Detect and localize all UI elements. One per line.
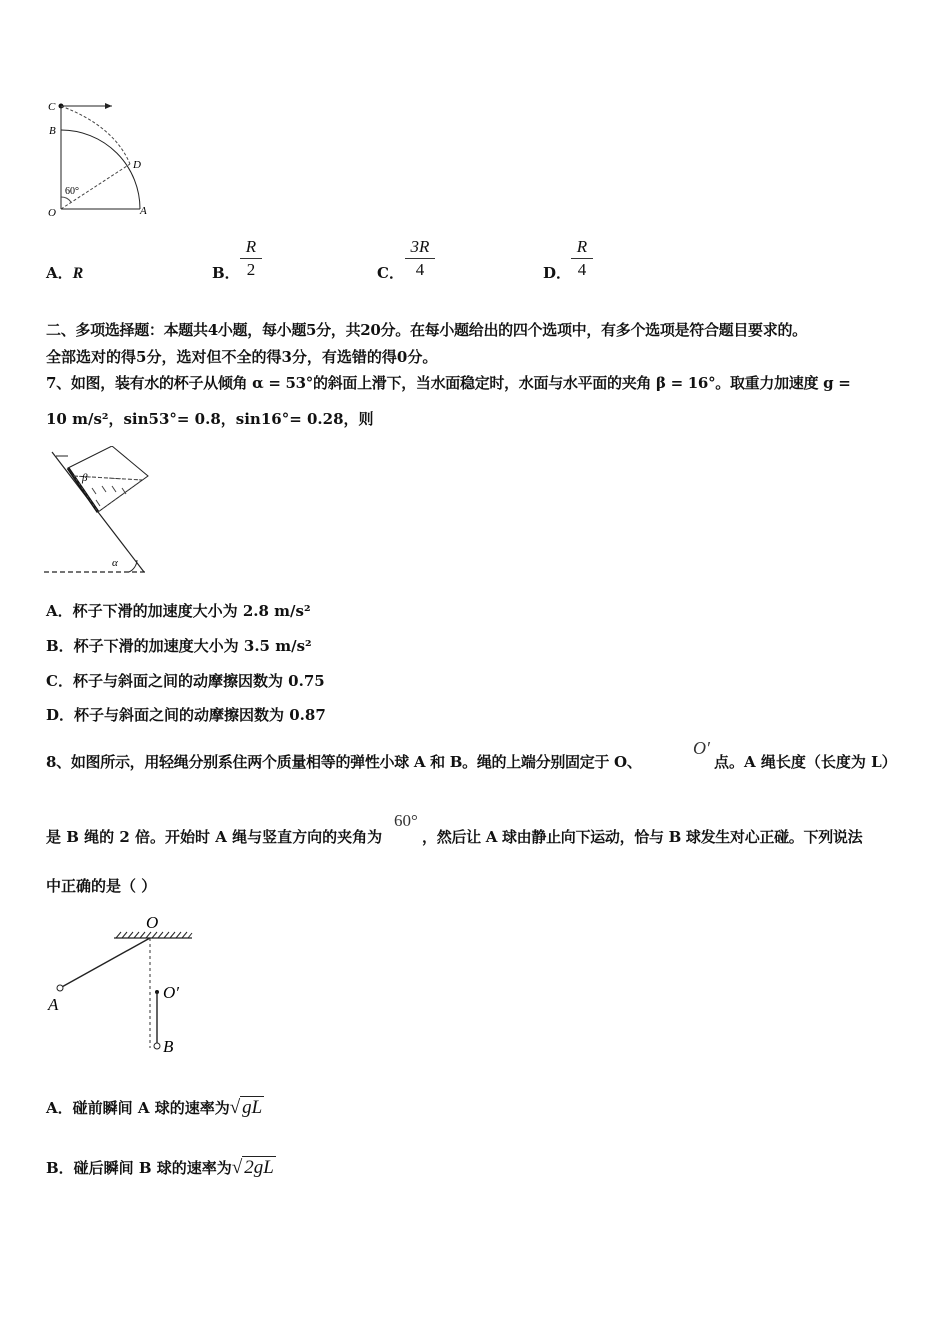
- section2-heading-line2: 全部选对的得5分，选对但不全的得3分，有选错的得0分。: [46, 348, 438, 366]
- radicand: gL: [242, 1097, 263, 1118]
- label-a: A: [140, 205, 147, 217]
- q6-option-d-letter: D．: [543, 264, 572, 282]
- q8-stem-line3: 中正确的是（ ）: [46, 877, 157, 895]
- option-value: R: [72, 265, 84, 282]
- label-angle: 60°: [65, 186, 79, 197]
- q8-math-sixty-degrees: 60°: [394, 811, 418, 830]
- q7-option-b: B．杯子下滑的加速度大小为 3.5 m/s²: [46, 637, 312, 655]
- label-b: B: [49, 125, 56, 137]
- label-a: A: [48, 995, 59, 1014]
- q6-option-d-fraction: [571, 237, 593, 280]
- label-o-prime: O′: [163, 983, 179, 1002]
- denominator: 4: [577, 260, 587, 279]
- q8-math-o-prime: O′: [693, 738, 710, 758]
- denominator: 2: [246, 260, 256, 279]
- label-alpha: α: [112, 557, 118, 569]
- q8-option-b-text: B．碰后瞬间 B 球的速率为: [46, 1159, 232, 1177]
- radicand: 2gL: [244, 1157, 274, 1178]
- numerator: 3R: [410, 237, 430, 256]
- q8-stem-line2-part1: 是 B 绳的 2 倍。开始时 A 绳与竖直方向的夹角为: [46, 828, 383, 846]
- section2-heading-line1: 二、多项选择题：本题共4小题，每小题5分，共20分。在每小题给出的四个选项中，有多个选项是符合题目要求的。: [46, 321, 807, 339]
- q7-option-d: D．杯子与斜面之间的动摩擦因数为 0.87: [46, 706, 326, 724]
- label-b: B: [163, 1037, 174, 1056]
- q6-option-a: [46, 262, 83, 283]
- label-o: O: [146, 913, 159, 932]
- q6-option-b-fraction: [240, 237, 262, 280]
- sqrt-g-l: √ gL: [229, 1097, 263, 1118]
- q7-option-a: A．杯子下滑的加速度大小为 2.8 m/s²: [46, 602, 311, 620]
- q8-stem-line1-part1: 8、如图所示，用轻绳分别系住两个质量相等的弹性小球 A 和 B。绳的上端分别固定于 O、: [46, 753, 642, 771]
- q8-option-b: [46, 1157, 276, 1179]
- sqrt-2-g-l: √ 2gL: [231, 1157, 274, 1178]
- label-c: C: [48, 101, 56, 113]
- q7-stem-line2: 10 m/s²，sin53°= 0.8，sin16°= 0.28，则: [46, 410, 374, 428]
- q7-option-c: C．杯子与斜面之间的动摩擦因数为 0.75: [46, 672, 325, 690]
- denominator: 4: [415, 260, 425, 279]
- q8-option-a-text: A．碰前瞬间 A 球的速率为: [46, 1099, 230, 1117]
- label-beta: β: [82, 472, 88, 484]
- numerator: R: [245, 237, 257, 256]
- q6-option-c-letter: C．: [377, 264, 404, 282]
- q7-figure: [44, 446, 156, 576]
- q8-option-a: [46, 1097, 264, 1119]
- q8-figure: [44, 910, 194, 1060]
- q8-stem-line2-part2: ，然后让 A 球由静止向下运动，恰与 B 球发生对心正碰。下列说法: [422, 828, 863, 846]
- label-o: O: [48, 207, 56, 219]
- q7-stem-line1: 7、如图，装有水的杯子从倾角 α = 53°的斜面上滑下，当水面稳定时，水面与水平面的夹角 β = 16°。取重力加速度 g =: [46, 374, 851, 392]
- option-letter: A．: [46, 264, 73, 282]
- label-d: D: [133, 159, 141, 171]
- q8-stem-line1-part2: 点。A 绳长度（长度为 L）: [714, 753, 897, 771]
- numerator: R: [576, 237, 588, 256]
- q6-option-c-fraction: [405, 237, 435, 280]
- q6-option-b-letter: B．: [212, 264, 240, 282]
- q6-figure: [44, 96, 164, 221]
